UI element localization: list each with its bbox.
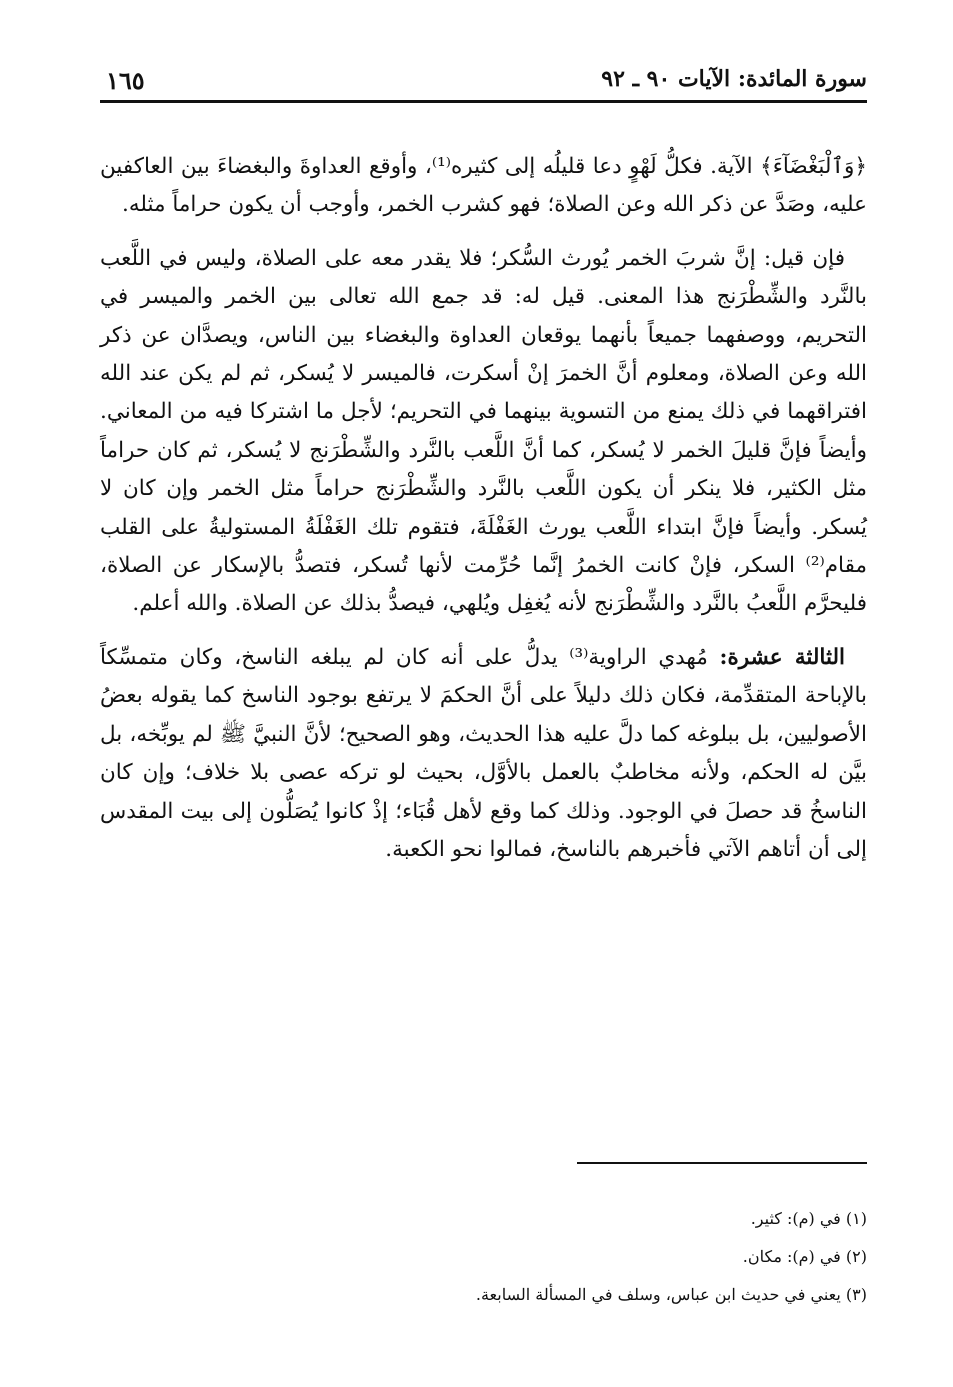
page-header	[100, 58, 867, 102]
footnote-divider	[577, 1162, 867, 1164]
footnote-2: (٢) في (م): مكان.	[742, 1247, 867, 1266]
paragraph-1: ﴿وَٱلْبَغْضَآءَ﴾ الآية. فكلُّ لَهْوٍ دعا قليلُه إلى كثيره⁽¹⁾، وأوقع العداوةَ والبغضاءَ بين العاكفين عليه، وصَدَّ عن ذكر الله وعن الصلاة؛ فهو كشرب الخمر، وأوجب أن يكون حراماً مثله.	[100, 154, 867, 218]
footnotes	[100, 1200, 867, 1314]
section-thirteen	[100, 639, 867, 869]
running-title: سورة المائدة: الآيات ٩٠ ـ ٩٢	[601, 66, 867, 92]
paragraph-2: فإن قيل: إنَّ شربَ الخمر يُورث السُّكر؛ فلا يقدر معه على الصلاة، وليس في اللَّعب بالنَّرد والشِّطْرَنج هذا المعنى. قيل له: قد جمع الله تعالى بين الخمر والميسر في التحريم، ووصفهما جميعاً بأنهما يوقعان العداوة والبغضاء بين الناس، ويصدَّان عن ذكر الله وعن الصلاة، ومعلوم أنَّ الخمرَ إنْ أسكرت، فالميسر لا يُسكر، ثم لم يكن عند الله افتراقهما في ذلك يمنع من التسوية بينهما في التحريم؛ لأجل ما اشتركا فيه من المعاني. وأيضاً فإنَّ قليلَ الخمر لا يُسكر، كما أنَّ اللَّعب بالنَّرد والشِّطْرَنج لا يُسكر، ثم كان حراماً مثل الكثير، فلا ينكر أن يكون اللَّعب بالنَّرد والشِّطْرَنج حراماً مثل الخمر وإن كان لا يُسكر. وأيضاً فإنَّ ابتداء اللَّعب يورث الغَفْلَةَ، فتقوم تلك الغَفْلَةُ المستوليةُ على القلب مقام⁽²⁾ السكر، فإنْ كانت الخمرُ إنَّما حُرِّمت لأنها تُسكر، فتصدُّ بالإسكار عن الصلاة، فليحرَّم اللَّعبُ بالنَّرد والشِّطْرَنج لأنه يُغفِل ويُلهي، فيصدُّ بذلك عن الصلاة. والله أعلم.	[100, 245, 867, 617]
page-number: ١٦٥	[106, 66, 145, 95]
main-text	[100, 148, 867, 869]
footnote-1: (١) في (م): كثير.	[750, 1209, 867, 1228]
footnote-3: (٣) يعني في حديث ابن عباس، وسلف في المسألة السابعة.	[475, 1285, 867, 1304]
section-text: مُهدي الراوية⁽³⁾ يدلُّ على أنه كان لم يبلغه الناسخ، وكان متمسِّكاً بالإباحة المتقدِّمة، فكان ذلك دليلاً على أنَّ الحكمَ لا يرتفع بوجود الناسخ كما يقوله بعضُ الأصوليين، بل ببلوغه كما دلَّ عليه هذا الحديث، وهو الصحيح؛ لأنَّ النبيَّ ﷺ لم يوبِّخه، بل بيَّن له الحكم، ولأنه مخاطبٌ بالعمل بالأوَّل، بحيث لو تركه عصى بلا خلاف؛ وإن كان الناسخُ قد حصلَ في الوجود. وذلك كما وقع لأهل قُبَاء؛ إذْ كانوا يُصَلُّون إلى بيت المقدس إلى أن أتاهم الآتي فأخبرهم بالناسخ، فمالوا نحو الكعبة.	[100, 644, 867, 862]
section-heading: الثالثة عشرة:	[719, 644, 845, 670]
header-divider	[100, 100, 867, 103]
